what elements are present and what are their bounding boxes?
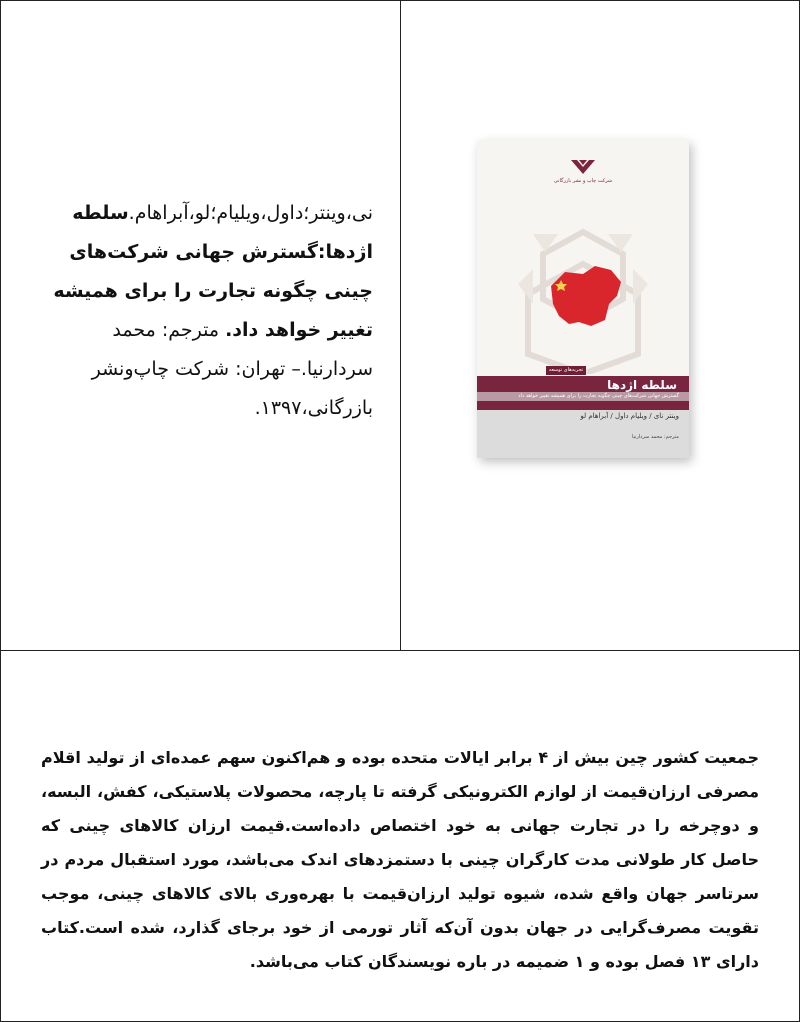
book-publisher: شرکت چاپ و نشر بازرگانی <box>553 178 613 184</box>
book-translator: مترجم: محمد سردارنیا <box>631 434 679 440</box>
book-subtitle: گسترش جهانی شرکت‌های چینی چگونه تجارت را برای همیشه تغییر خواهد داد <box>518 393 679 399</box>
citation-title: سلطه اژدها:گسترش جهانی شرکت‌های چینی چگونه تجارت را برای همیشه تغییر خواهد داد. <box>53 201 373 341</box>
citation-cell <box>1 1 400 650</box>
book-authors: وینتر نای / ویلیام داول / آبراهام لو <box>580 412 679 420</box>
description-cell <box>1 651 799 1021</box>
book-title: سلطه اژدها <box>607 378 677 392</box>
bibliographic-citation <box>28 194 373 428</box>
top-row <box>1 1 799 651</box>
citation-authors: نی،وینتر؛داول،ویلیام؛لو،آبراهام. <box>128 201 373 224</box>
citation-publication: مترجم: محمد سردارنیا.– تهران: شرکت چاپ‌ونشر بازرگانی،۱۳۹۷. <box>91 318 373 419</box>
book-series-label: تجربه‌های توسعه <box>546 366 586 375</box>
book-cover-image <box>477 140 689 458</box>
publisher-logo-icon <box>570 158 596 176</box>
china-map-graphic <box>513 224 653 374</box>
book-description: جمعیت کشور چین بیش از ۴ برابر ایالات متحده بوده و هم‌اکنون سهم عمده‌ای از تولید اقلام مصرفی ارزان‌قیمت از لوازم الکترونیکی گرفته تا پارچه، محصولات پلاستیکی، کفش، البسه، و دوچرخه را در تجارت جهانی به خود اختصاص داده‌است.قیمت ارزان کالاهای چینی که حاصل کار طولانی مدت کارگران چینی با دستمزدهای اندک می‌باشد، مورد استقبال مردم در سرتاسر جهان واقع شده، شیوه تولید ارزان‌قیمت با بهره‌وری بالای کالاهای چینی، موجب تقویت مصرف‌گرایی در جهان بدون آن‌که آثار تورمی از خود برجای گذارد، شده است.کتاب دارای ۱۳ فصل بوده و ۱ ضمیمه در باره نویسندگان کتاب می‌باشد. <box>41 748 760 971</box>
